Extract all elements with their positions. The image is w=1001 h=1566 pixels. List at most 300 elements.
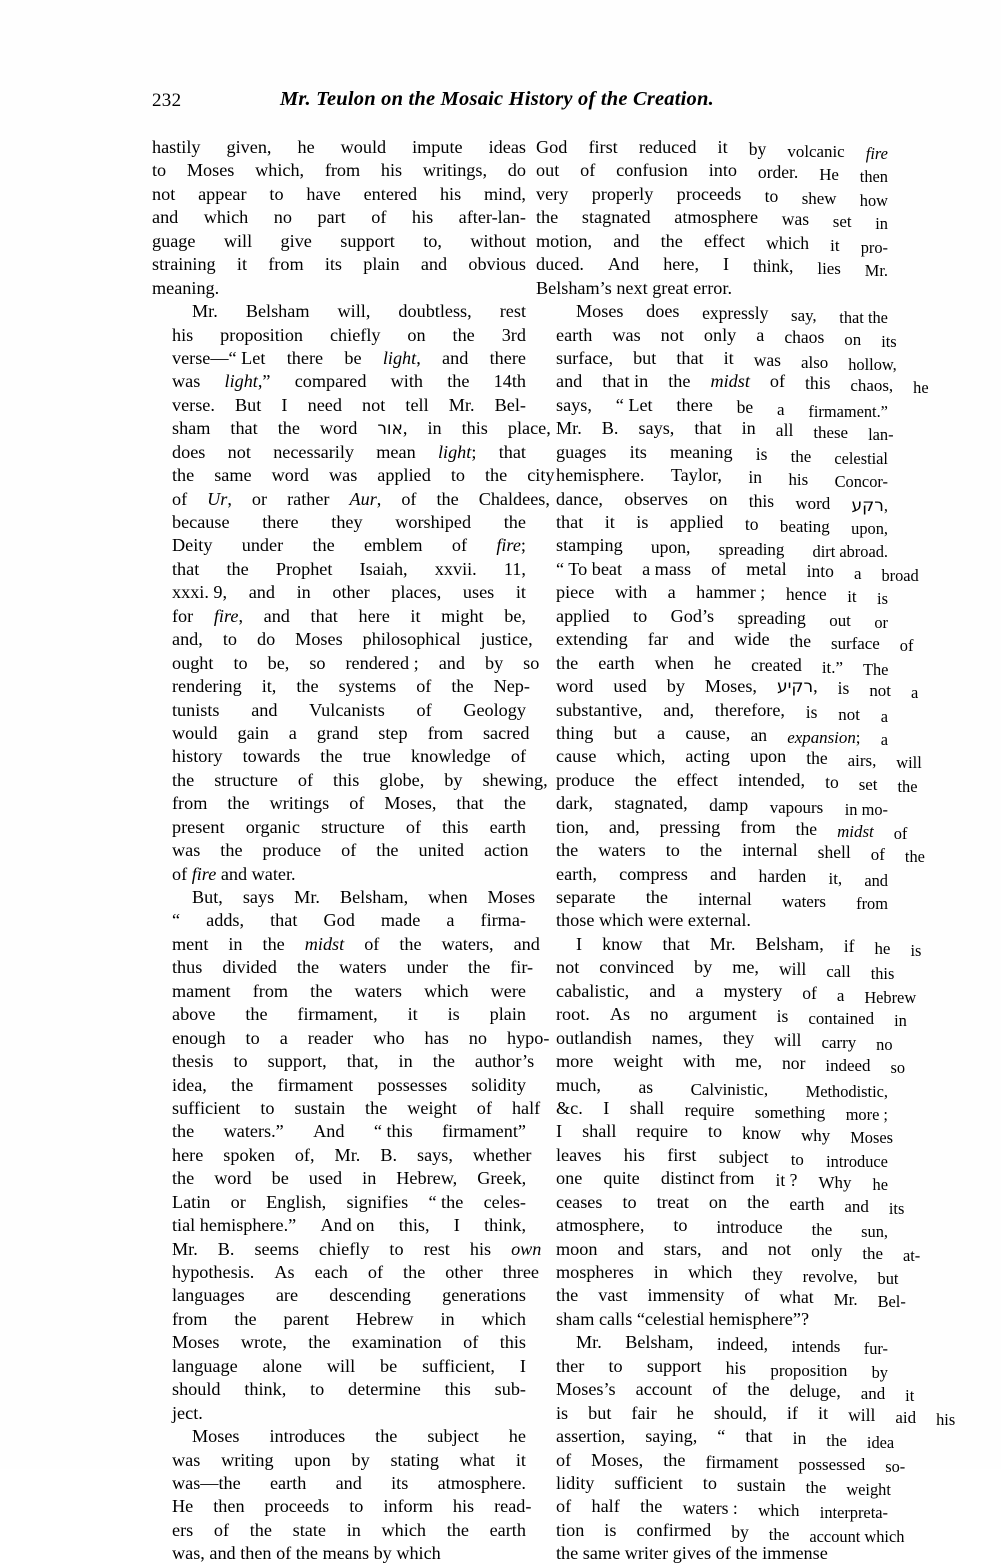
word: is <box>604 1519 617 1540</box>
word: he <box>508 1426 526 1447</box>
word: sham <box>172 418 211 439</box>
word: Mr. <box>576 1332 602 1353</box>
word: out <box>536 160 560 181</box>
word: applied <box>669 512 724 532</box>
hebrew-word: רקיע <box>776 677 814 698</box>
word: effect <box>703 230 746 251</box>
word: used <box>613 676 647 697</box>
word: in <box>653 1262 668 1282</box>
text-line <box>152 1238 542 1261</box>
word: Hebrew, <box>396 1168 458 1189</box>
word: and <box>220 863 248 884</box>
word: error. <box>693 277 732 298</box>
word: that <box>172 558 200 579</box>
word: atmosphere, <box>556 1215 645 1236</box>
word: he <box>874 938 891 958</box>
word: of <box>451 535 468 556</box>
word: it, <box>828 868 843 888</box>
word: given, <box>226 137 272 157</box>
word: cause, <box>685 722 731 743</box>
text-line <box>152 347 526 370</box>
word: earth <box>489 1519 526 1540</box>
word: in <box>748 467 762 488</box>
word: in mo- <box>844 800 888 820</box>
word: proceeds <box>676 183 742 204</box>
word: which <box>766 232 810 253</box>
text-line <box>152 1003 526 1026</box>
word: upon <box>749 746 787 767</box>
word: of <box>416 676 432 697</box>
word: so- <box>885 1456 906 1476</box>
word: do <box>507 160 526 181</box>
word: to <box>764 185 779 206</box>
word: they <box>331 512 363 532</box>
word: its <box>391 1472 409 1493</box>
word: intended, <box>737 769 806 790</box>
word: from <box>427 722 463 743</box>
word <box>817 820 874 843</box>
word: were <box>490 980 526 1001</box>
word: Bel- <box>494 394 526 415</box>
word: so <box>523 652 540 673</box>
word: structure <box>321 816 385 837</box>
word: proposition <box>770 1360 848 1380</box>
word: chiefly <box>318 1238 370 1259</box>
word: Belsham, <box>625 1332 694 1353</box>
word: nor <box>782 1053 806 1074</box>
word: which <box>481 1308 526 1329</box>
word: Ur, <box>207 488 232 509</box>
word: who <box>373 1027 405 1048</box>
word: spreading <box>718 540 785 560</box>
word: “ <box>717 1426 726 1447</box>
word: meaning <box>669 441 733 462</box>
word: its <box>324 254 343 275</box>
word: firmament” <box>442 1121 526 1142</box>
word: the <box>320 746 343 767</box>
word: to <box>389 1238 404 1259</box>
word: sufficient <box>614 1472 683 1493</box>
word: is <box>837 678 850 699</box>
word: distinct from <box>660 1168 755 1189</box>
word: are <box>275 1285 299 1306</box>
word: says <box>242 887 275 907</box>
word: be, <box>504 605 526 626</box>
word: much, <box>556 1074 601 1095</box>
word: in <box>398 1051 413 1072</box>
word: entered <box>363 183 418 204</box>
word: ther <box>556 1355 585 1376</box>
word: leaves <box>556 1144 602 1165</box>
word: think, <box>244 1379 287 1400</box>
word: set <box>832 212 852 232</box>
word: As <box>609 1004 631 1025</box>
word: confirmed <box>636 1519 712 1540</box>
word: the <box>768 1524 790 1544</box>
word: it <box>410 605 421 626</box>
word: tell <box>405 394 429 415</box>
word: fur- <box>863 1339 888 1359</box>
word: which <box>381 1519 426 1540</box>
word: the <box>231 1074 254 1095</box>
word: by <box>351 1449 370 1470</box>
word: indeed, <box>716 1334 769 1355</box>
word: Aur, <box>349 488 382 509</box>
word: Moses, <box>384 793 437 814</box>
word: a <box>756 324 765 345</box>
word: far <box>647 629 668 650</box>
word: which, <box>255 160 305 181</box>
text-line <box>152 1120 526 1143</box>
word: its <box>888 1198 905 1218</box>
word: hypothesis. <box>172 1262 255 1282</box>
word: word <box>319 418 358 439</box>
word <box>690 370 749 393</box>
word: xxvii. <box>434 558 477 579</box>
word: present <box>172 816 225 837</box>
emphasis: Aur <box>349 488 377 509</box>
word: 14th <box>493 371 526 392</box>
word: waters <box>354 980 402 1001</box>
word: calls <box>598 1308 633 1329</box>
word: to <box>260 1097 275 1118</box>
word: I <box>722 254 730 275</box>
word: As <box>274 1262 295 1282</box>
word: and <box>251 699 278 720</box>
word: mean <box>376 441 416 462</box>
text-line <box>536 370 929 398</box>
word: worshiped <box>395 512 472 532</box>
text-line <box>152 534 526 557</box>
word: one <box>556 1168 583 1189</box>
word: meaning. <box>152 277 220 298</box>
word: from <box>172 1308 208 1329</box>
word: internal <box>698 889 752 909</box>
word: in <box>741 418 756 439</box>
word: that <box>456 793 484 814</box>
word: into <box>806 560 834 581</box>
emphasis: fire <box>496 535 521 556</box>
word: from <box>268 254 304 275</box>
word: B. <box>380 1144 397 1165</box>
word: “ <box>172 910 181 931</box>
word: which, <box>616 746 666 767</box>
word: the <box>295 1543 319 1564</box>
text-line <box>536 1284 906 1312</box>
word: sustain <box>736 1474 786 1495</box>
word: airs, <box>847 751 877 771</box>
word: the <box>432 1051 455 1072</box>
text-line <box>152 324 526 347</box>
word: the <box>451 676 474 697</box>
word: weight <box>613 1051 663 1072</box>
word: languages <box>172 1285 245 1306</box>
word: not <box>660 324 684 345</box>
word <box>491 1238 541 1261</box>
word: a <box>288 722 297 743</box>
word: stars, <box>663 1238 702 1259</box>
word: of <box>711 558 727 579</box>
word: give <box>280 230 312 251</box>
text-line <box>536 792 888 820</box>
word: by <box>871 1362 888 1382</box>
word: sustain <box>294 1097 346 1118</box>
text-line <box>536 300 888 328</box>
word: a <box>853 563 862 583</box>
word: the <box>172 1168 195 1189</box>
word: firmament.” <box>808 401 888 421</box>
text-line <box>536 1449 906 1476</box>
word: mospheres <box>556 1262 634 1282</box>
word: produce <box>556 769 615 790</box>
word: argument <box>688 1004 757 1025</box>
hebrew-word: אור <box>377 419 403 440</box>
word: was <box>172 1449 201 1470</box>
word: אור, <box>377 418 408 440</box>
word: And <box>607 254 640 275</box>
word: his <box>936 1409 956 1429</box>
word: Concor- <box>834 472 888 492</box>
word: history <box>172 746 223 767</box>
word: other <box>445 1262 483 1282</box>
word: that <box>676 347 704 368</box>
word: action <box>483 840 529 861</box>
word: hemisphere. <box>556 465 645 486</box>
word: pro- <box>860 237 888 257</box>
word: the <box>503 793 526 814</box>
word: will <box>778 959 807 980</box>
text-line <box>536 1191 905 1218</box>
word: He <box>819 165 839 185</box>
word: of, <box>294 1144 315 1165</box>
word: spoken <box>223 1144 275 1165</box>
word: think, <box>484 1215 526 1236</box>
word: I <box>281 394 288 415</box>
text-line <box>536 253 888 281</box>
word: it <box>515 1449 526 1470</box>
word: it <box>847 587 857 607</box>
word: to <box>310 1379 325 1400</box>
word: in <box>440 1308 455 1329</box>
text-line <box>152 230 526 253</box>
word: the <box>640 1496 663 1517</box>
word: to <box>665 840 680 861</box>
word: was <box>753 349 781 370</box>
word: ceases <box>556 1191 603 1212</box>
word: and <box>335 1472 362 1493</box>
word: there <box>286 347 324 368</box>
word: atmosphere. <box>437 1472 526 1493</box>
word: by <box>484 652 504 673</box>
emphasis: fire <box>213 605 239 626</box>
word: moon <box>556 1238 598 1259</box>
word: part <box>317 207 346 228</box>
word: account which <box>809 1526 905 1546</box>
word: of <box>556 1449 572 1470</box>
word: God <box>323 910 355 931</box>
word: Belsham, <box>755 933 824 954</box>
word: says, <box>417 1144 453 1165</box>
word: say, <box>791 306 817 326</box>
text-line <box>152 300 526 323</box>
word: to <box>702 1472 717 1493</box>
word: solidity <box>471 1074 526 1095</box>
word: was <box>172 371 201 392</box>
word: next <box>616 277 648 298</box>
text-line <box>536 652 889 679</box>
word: globe, <box>379 769 425 790</box>
word: water. <box>251 863 296 884</box>
word: celes- <box>483 1191 526 1212</box>
text-line <box>536 417 894 445</box>
text-line <box>536 1050 906 1078</box>
word: Mr. <box>192 301 218 322</box>
word: of <box>899 636 914 656</box>
word: does <box>172 441 206 462</box>
word: but <box>877 1269 899 1288</box>
word: the <box>468 957 491 978</box>
word: Bel- <box>877 1292 906 1312</box>
word: the <box>663 1449 686 1470</box>
word: whether <box>472 1144 532 1165</box>
word: of <box>172 488 188 509</box>
word: waters : <box>682 1498 738 1519</box>
word: uses <box>462 582 495 603</box>
word: that <box>270 910 298 931</box>
word: the <box>308 1332 331 1353</box>
word: or <box>874 612 888 632</box>
word: the <box>556 840 579 861</box>
word: the <box>452 324 475 345</box>
word: city <box>527 465 555 486</box>
text-line <box>152 1050 535 1073</box>
word: Prophet <box>275 558 333 579</box>
word: author’s <box>474 1051 535 1072</box>
word: idea <box>866 1433 895 1453</box>
word: Greek, <box>477 1168 527 1189</box>
word: its <box>881 331 897 351</box>
word: And <box>313 1121 345 1142</box>
word: Moses’s <box>556 1379 616 1400</box>
word: not <box>838 704 860 724</box>
word: is <box>910 940 922 960</box>
word: Vulcanists <box>309 699 385 720</box>
word: by <box>666 676 685 697</box>
word: also <box>801 352 829 372</box>
word: in <box>296 582 311 603</box>
word: to <box>233 652 248 673</box>
word: to <box>233 1051 248 1072</box>
text-line <box>536 1167 888 1195</box>
word: in <box>875 214 888 234</box>
word: that <box>310 605 338 626</box>
text-line <box>536 324 897 351</box>
word: subject <box>427 1426 479 1447</box>
word: as <box>638 1076 654 1097</box>
word: Deity <box>172 535 213 556</box>
word: rather <box>287 488 330 509</box>
word: this <box>748 490 775 511</box>
word: be, <box>267 652 290 673</box>
word: celestial <box>834 448 888 468</box>
word: rest <box>423 1238 450 1259</box>
word: and <box>649 980 676 1001</box>
word: shall <box>629 1097 665 1118</box>
word: know <box>742 1123 782 1144</box>
word: tunists <box>172 699 220 720</box>
text-line <box>152 886 536 909</box>
text-line <box>536 839 925 867</box>
word: of <box>401 488 417 509</box>
word: not <box>556 957 580 978</box>
word: if <box>786 1402 798 1423</box>
word: state <box>292 1519 327 1540</box>
text-line <box>152 1355 526 1378</box>
word: reduced <box>638 137 697 157</box>
word: Moses <box>192 1426 240 1447</box>
emphasis: fire <box>865 144 888 163</box>
word: the <box>811 1220 833 1240</box>
word: chiefly <box>329 324 381 345</box>
word: emblem <box>363 535 423 556</box>
word: under <box>241 535 284 556</box>
word: writings <box>269 793 330 814</box>
word: language <box>172 1355 238 1376</box>
word: be <box>271 1168 289 1189</box>
word: is <box>877 589 888 609</box>
word: divided <box>222 957 277 978</box>
word: that <box>556 512 584 532</box>
word: only <box>703 324 737 345</box>
text-line <box>152 792 526 815</box>
word: his <box>380 160 403 181</box>
word: so <box>309 652 326 673</box>
text-line <box>536 675 919 703</box>
word: the <box>634 769 657 790</box>
word: the <box>789 631 811 652</box>
word: firmament <box>277 1074 354 1095</box>
word: first <box>667 1144 697 1165</box>
word: But <box>235 394 262 415</box>
word: it <box>407 1004 418 1025</box>
word: extending <box>556 629 628 650</box>
word: treat <box>656 1191 689 1212</box>
word: it <box>515 582 526 603</box>
text-line <box>152 769 548 792</box>
word: sufficient <box>172 1097 241 1118</box>
text-line <box>152 370 526 393</box>
word: this <box>499 1332 526 1353</box>
word: cabalistic, <box>556 980 630 1001</box>
word: dark, <box>556 793 593 814</box>
word: firmament, <box>297 1004 378 1025</box>
emphasis: own <box>511 1238 542 1259</box>
word: damp <box>709 795 749 816</box>
text-line <box>152 1402 526 1425</box>
word: Moses <box>295 629 343 650</box>
word: should, <box>713 1402 767 1423</box>
word: by <box>694 957 713 978</box>
word: should <box>172 1379 221 1400</box>
word: Mr. <box>172 1238 198 1259</box>
word: which <box>687 1262 733 1282</box>
word: and <box>687 629 715 650</box>
word: tion <box>556 1519 585 1540</box>
word: the <box>826 1431 847 1451</box>
word: lidity <box>556 1472 595 1493</box>
word: me, <box>732 957 759 978</box>
word: gain <box>237 722 269 743</box>
